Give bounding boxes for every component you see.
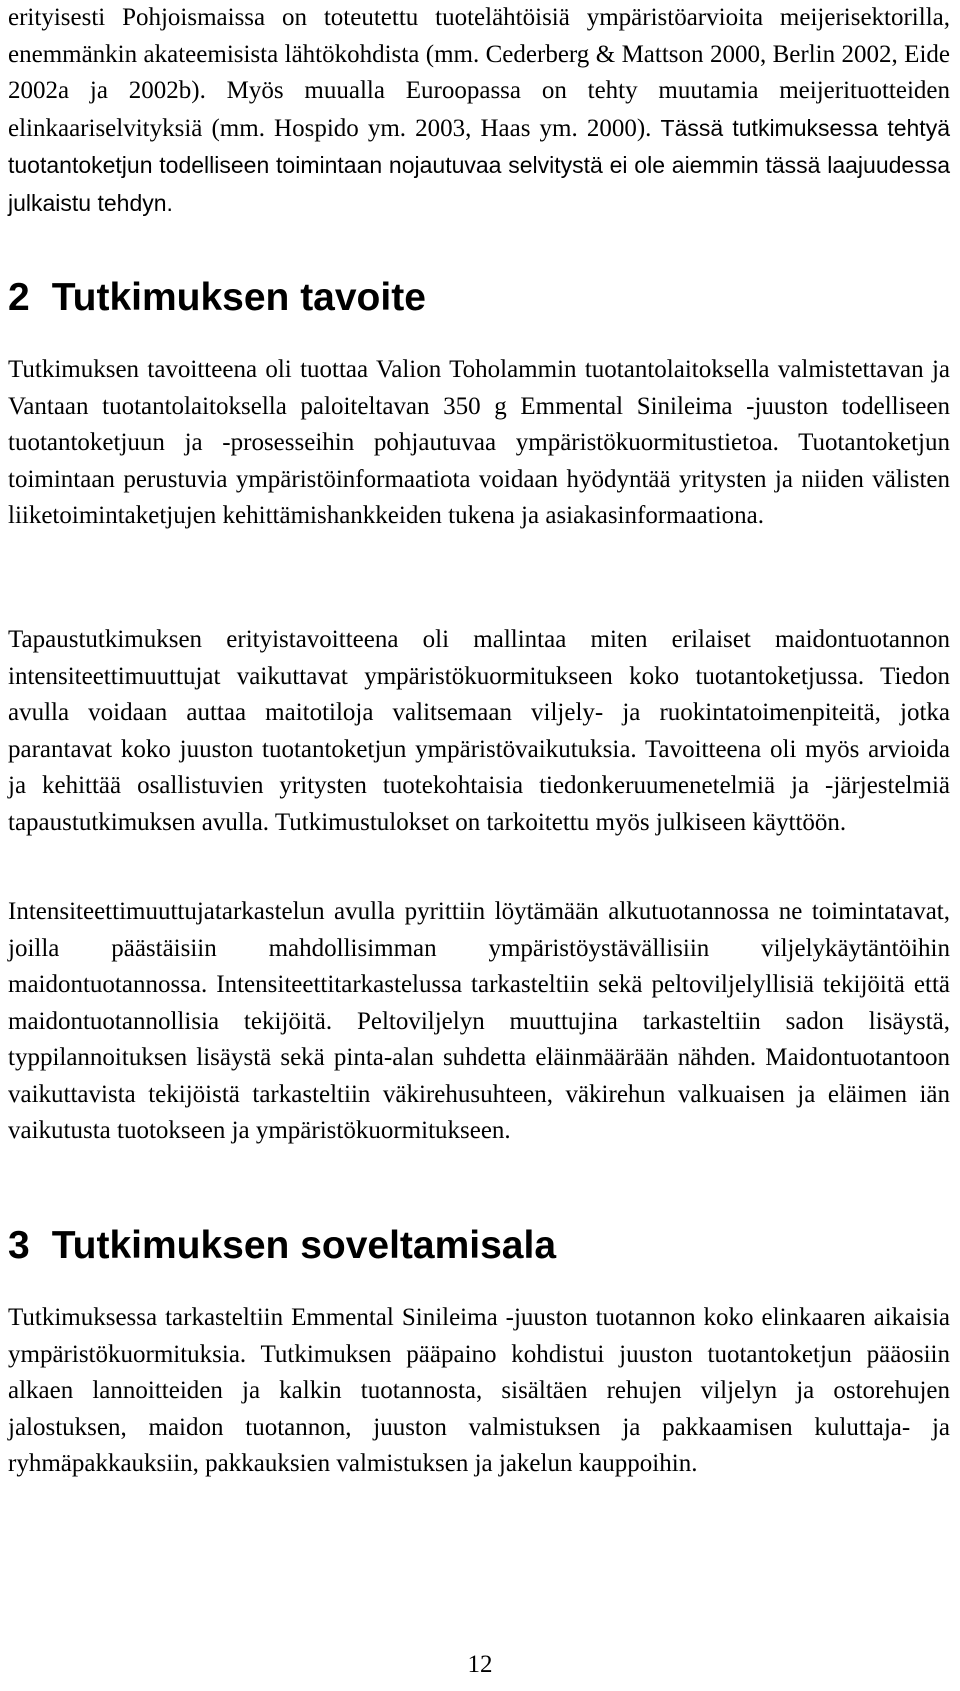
intro-serif-text: erityisesti Pohjoismaissa on toteutettu tuotelähtöisiä ympäristöarvioita meijerisektorilla, enemmänkin akateemisista lähtökohdista (mm. Cederberg & Mattson 2000, Berlin 2002, Eide 2002a ja 2002b). Myös muualla Euroopassa on tehty muutamia meijerituotteiden elinkaariselvityksiä (mm. Hospido ym. 2003, Haas ym. 2000). [8,4,950,142]
section-3-heading [8,1222,556,1270]
intro-sans-text: Tässä tutkimuksessa tehtyä tuotantoketjun todelliseen toimintaan nojautuvaa selvitystä ei ole aiemmin tässä laajuudessa julkaistu tehdyn. [8,114,950,216]
intro-paragraph [8,0,950,222]
section-2-heading [8,274,426,322]
section-2-paragraph-1: Tutkimuksen tavoitteena oli tuottaa Valion Toholammin tuotantolaitoksella valmistettavan ja Vantaan tuotantolaitoksella paloiteltavan 350 g Emmental Sinileima -juuston todelliseen tuotantoketjuun ja -prosesseihin pohjautuvaa ympäristökuormitustietoa. Tuotantoketjun toimintaan perustuvia ympäristöinformaatiota voidaan hyödyntää yritysten ja niiden välisten liiketoimintaketjujen kehittämishankkeiden tukena ja asiakasinformaationa. [8,356,950,529]
section-3-paragraph-1: Tutkimuksessa tarkasteltiin Emmental Sinileima -juuston tuotannon koko elinkaaren aikaisia ympäristökuormituksia. Tutkimuksen pääpaino kohdistui juuston tuotantoketjun pääosiin alkaen lannoitteiden ja kalkin tuotannosta, sisältäen rehujen viljelyn ja ostorehujen jalostuksen, maidon tuotannon, juuston valmistuksen ja pakkaamisen kuluttaja- ja ryhmäpakkauksiin, pakkauksien valmistuksen ja jakelun kauppoihin. [8,1304,950,1477]
section-2-title: Tutkimuksen tavoite [51,276,426,319]
section-2-paragraph-3: Intensiteettimuuttujatarkastelun avulla pyrittiin löytämään alkutuotannossa ne toimintatavat, joilla päästäisiin mahdollisimman ympäristöystävällisiin viljelykäytäntöihin maidontuotannossa. Intensiteettitarkastelussa tarkasteltiin sekä peltoviljelyllisiä tekijöitä että maidontuotannollisia tekijöitä. Peltoviljelyn muuttujina tarkasteltiin sadon lisäystä, typpilannoituksen lisäystä sekä pinta-alan suhdetta eläinmäärään nähden. Maidontuotantoon vaikuttavista tekijöistä tarkasteltiin väkirehusuhteen, väkirehun valkuaisen ja eläimen iän vaikutusta tuotokseen ja ympäristökuormitukseen. [8,898,950,1144]
section-3-number: 3 [8,1224,30,1267]
section-2-number: 2 [8,276,30,319]
page-number: 12 [467,1651,493,1678]
section-3-title: Tutkimuksen soveltamisala [51,1224,557,1267]
section-2-paragraph-2: Tapaustutkimuksen erityistavoitteena oli mallintaa miten erilaiset maidontuotannon intensiteettimuuttujat vaikuttavat ympäristökuormitukseen koko tuotantoketjussa. Tiedon avulla voidaan auttaa maitotiloja valitsemaan viljely- ja ruokintatoimenpiteitä, jotka parantavat koko juuston tuotantoketjun ympäristövaikutuksia. Tavoitteena oli myös arvioida ja kehittää osallistuvien yritysten tuotekohtaisia tiedonkeruumenetelmiä ja -järjestelmiä tapaustutkimuksen avulla. Tutkimustulokset on tarkoitettu myös julkiseen käyttöön. [8,626,950,836]
